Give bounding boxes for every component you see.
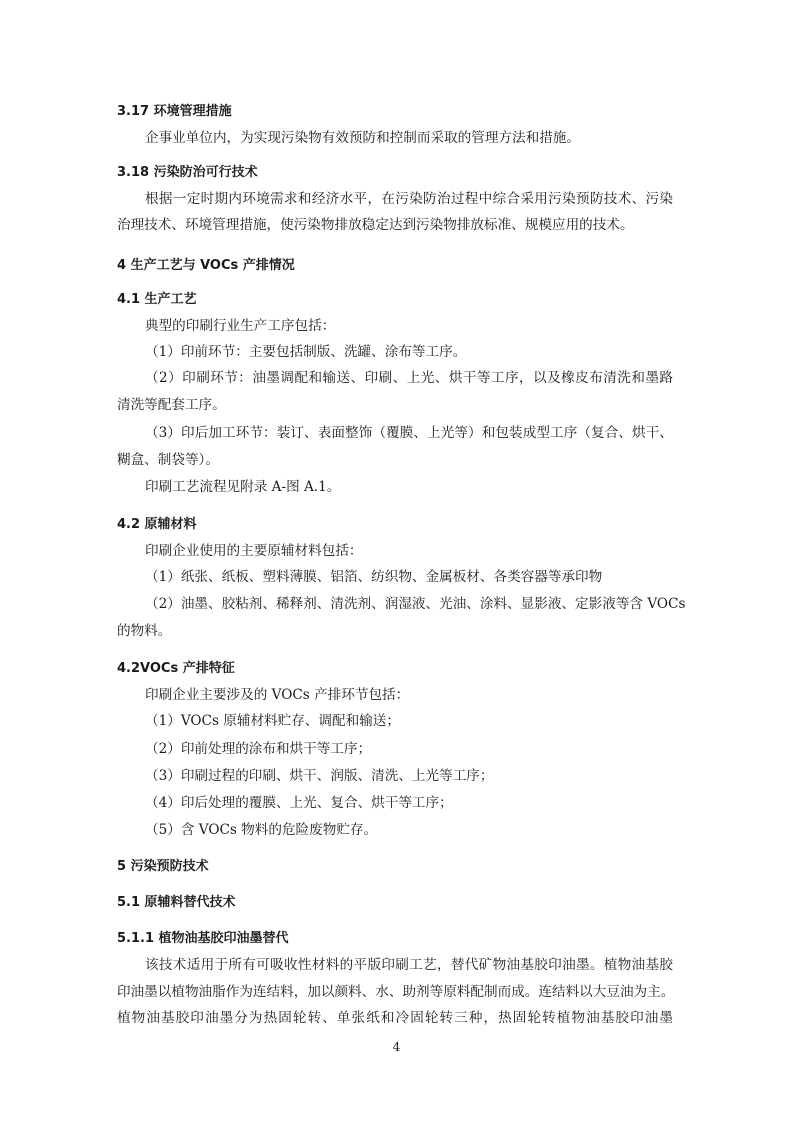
list-item: （1）纸张、纸板、塑料薄膜、铝箔、纺织物、金属板材、各类容器等承印物 — [145, 569, 603, 585]
list-item: （2）油墨、胶粘剂、稀释剂、清洗剂、润湿液、光油、涂料、显影液、定影液等含 VOCs — [145, 596, 686, 612]
paragraph-line: 印油墨以植物油脂作为连结料，加以颜料、水、助剂等原料配制而成。连结料以大豆油为主。 — [117, 984, 675, 1000]
paragraph-line: 企事业单位内，为实现污染物有效预防和控制而采取的管理方法和措施。 — [145, 130, 580, 146]
heading-4-2: 4.2 原辅材料 — [117, 517, 197, 532]
list-item: （1）印前环节：主要包括制版、洗罐、涂布等工序。 — [145, 344, 467, 360]
paragraph-line: 典型的印刷行业生产工序包括： — [145, 318, 336, 334]
paragraph-line: 治理技术、环境管理措施，使污染物排放稳定达到污染物排放标准、规模应用的技术。 — [117, 217, 634, 233]
list-item: （3）印刷过程的印刷、烘干、润版、清洗、上光等工序； — [145, 768, 494, 784]
list-item: （1）VOCs 原辅材料贮存、调配和输送； — [145, 713, 400, 729]
list-item-continuation: 糊盒、制袋等）。 — [117, 452, 219, 468]
list-item: （2）印前处理的涂布和烘干等工序； — [145, 741, 372, 757]
heading-5-1: 5.1 原辅料替代技术 — [117, 895, 236, 910]
paragraph-line: 植物油基胶印油墨分为热固轮转、单张纸和冷固轮转三种，热固轮转植物油基胶印油墨 — [117, 1010, 673, 1026]
heading-3-17: 3.17 环境管理措施 — [117, 104, 232, 119]
heading-4-1: 4.1 生产工艺 — [117, 292, 197, 307]
paragraph-line: 根据一定时期内环境需求和经济水平，在污染防治过程中综合采用污染预防技术、污染 — [145, 191, 673, 207]
paragraph-line: 印刷工艺流程见附录 A-图 A.1。 — [145, 479, 341, 495]
list-item: （3）印后加工环节：装订、表面整饰（覆膜、上光等）和包装成型工序（复合、烘干、 — [145, 425, 673, 441]
paragraph-line: 印刷企业使用的主要原辅材料包括： — [145, 543, 363, 559]
paragraph-line: 该技术适用于所有可吸收性材料的平版印刷工艺，替代矿物油基胶印油墨。植物油基胶 — [145, 957, 673, 973]
heading-5: 5 污染预防技术 — [117, 859, 209, 874]
list-item: （2）印刷环节：油墨调配和输送、印刷、上光、烘干等工序，以及橡皮布清洗和墨路 — [145, 370, 673, 386]
list-item-continuation: 的物料。 — [117, 623, 172, 639]
heading-4: 4 生产工艺与 VOCs 产排情况 — [117, 258, 295, 273]
list-item-continuation: 清洗等配套工序。 — [117, 397, 226, 413]
heading-4-2-vocs: 4.2VOCs 产排特征 — [117, 661, 235, 676]
paragraph-line: 印刷企业主要涉及的 VOCs 产排环节包括： — [145, 687, 410, 703]
list-item: （4）印后处理的覆膜、上光、复合、烘干等工序； — [145, 795, 453, 811]
heading-3-18: 3.18 污染防治可行技术 — [117, 165, 258, 180]
heading-5-1-1: 5.1.1 植物油基胶印油墨替代 — [117, 931, 289, 946]
list-item: （5）含 VOCs 物料的危险废物贮存。 — [145, 822, 378, 838]
page-number: 4 — [392, 1040, 401, 1054]
